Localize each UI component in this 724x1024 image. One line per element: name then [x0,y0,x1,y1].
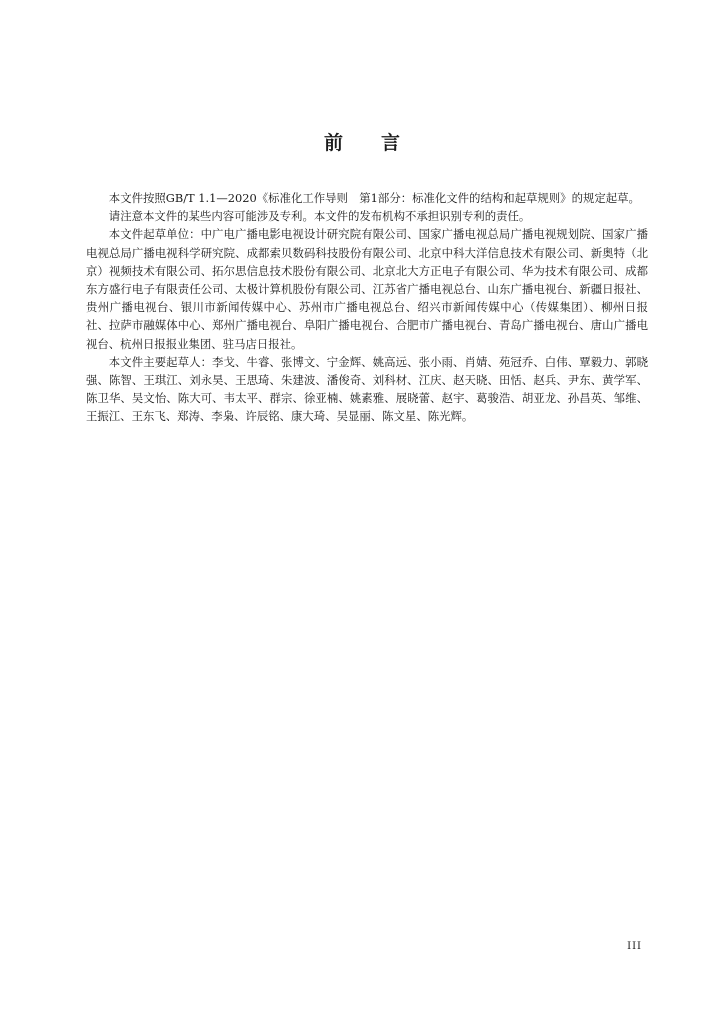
page-title [0,131,724,155]
page-number: III [627,941,642,952]
title-char-2: 言 [381,132,401,154]
paragraph-drafting-rules: 本文件按照GB/T 1.1—2020《标准化工作导则 第1部分：标准化文件的结构和起草规则》的规定起草。 [108,191,640,205]
paragraph-drafting-units: 本文件起草单位：中广电广播电影电视设计研究院有限公司、国家广播电视总局广播电视规划院、国家广播电视总局广播电视科学研究院、成都索贝数码科技股份有限公司、北京中科大洋信息技术有限公司、新奥特（北京）视频技术有限公司、拓尔思信息技术股份有限公司、北京北大方正电子有限公司、华为技术有限公司、成都东方盛行电子有限责任公司、太极计算机股份有限公司、江苏省广播电视总台、山东广播电视台、新疆日报社、贵州广播电视台、银川市新闻传媒中心、苏州市广播电视总台、绍兴市新闻传媒中心（传媒集团）、柳州日报社、拉萨市融媒体中心、郑州广播电视台、阜阳广播电视台、合肥市广播电视台、青岛广播电视台、唐山广播电视台、杭州日报报业集团、驻马店日报社。 [86,227,648,351]
foreword-body [86,189,648,426]
title-char-1: 前 [323,132,343,154]
paragraph-drafters: 本文件主要起草人：李戈、牛睿、张博文、宁金辉、姚高远、张小雨、肖婧、苑冠乔、白伟、覃毅力、郭晓强、陈智、王琪江、刘永昊、王思琦、朱建波、潘俊奇、刘科材、江庆、赵天晓、田恬、赵兵、尹东、黄学军、陈卫华、吴文怡、陈大可、韦太平、群宗、徐亚楠、姚素雅、展晓蕾、赵宇、葛骏浩、胡亚龙、孙昌英、邹维、王振江、王东飞、郑涛、李枭、许辰铭、康大琦、吴显丽、陈文星、陈光辉。 [86,354,648,424]
paragraph-patent-notice: 请注意本文件的某些内容可能涉及专利。本文件的发布机构不承担识别专利的责任。 [108,209,531,224]
